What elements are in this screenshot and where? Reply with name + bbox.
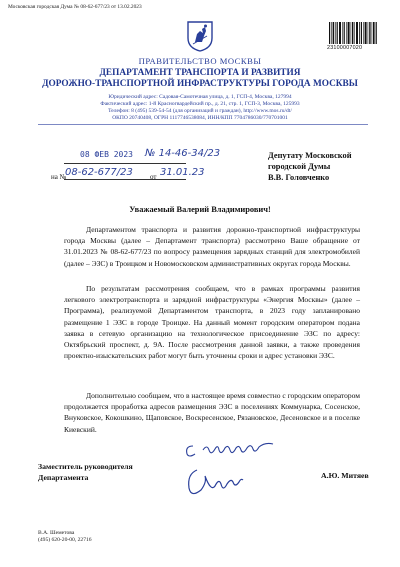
addressee-line2: городской Думы (268, 162, 331, 172)
legal-address: Юридический адрес: Садовая-Самотечная улица, д. 1, ГСП-4, Москва, 127994 (108, 94, 292, 100)
department-name-line2: ДОРОЖНО-ТРАНСПОРТНОЙ ИНФРАСТРУКТУРЫ ГОРОДА МОСКВЫ (42, 79, 358, 89)
government-name: ПРАВИТЕЛЬСТВО МОСКВЫ (138, 56, 262, 66)
barcode-number: 23100007020 (327, 45, 363, 51)
signer-title-line1: Заместитель руководителя (38, 462, 133, 471)
signer-title-line2: Департамента (38, 473, 89, 483)
barcode-icon (329, 22, 377, 44)
addressee-line1: Депутату Московской (268, 151, 352, 160)
body-paragraph-1: Департаментом транспорта и развития дорожно-транспортной инфраструктуры города Москвы (далее – Департамент транспорта) рассмотрено Ваше обращение от 31.01.2023 № 08-62-677/23 по вопросу размещения зарядных станций для электромобилей (далее – ЭЗС) в Троицком и Новомосковском административных округах города Москвы. (64, 225, 360, 268)
executor-phone: (495) 620-20-00, 22716 (38, 537, 92, 544)
outgoing-number: № 14-46-34/23 (145, 148, 221, 159)
letterhead-divider (38, 124, 368, 125)
greeting: Уважаемый Валерий Владимирович! (129, 205, 271, 214)
incoming-date: 31.01.23 (160, 167, 205, 178)
executor-block (38, 530, 92, 545)
date-stamp: 08 ФЕВ 2023 (80, 150, 133, 159)
department-name-line1: ДЕПАРТАМЕНТ ТРАНСПОРТА И РАЗВИТИЯ (99, 68, 301, 78)
actual-address: Фактический адрес: 1-й Красногвардейский пр., д. 21, стр. 1, ГСП-3, Москва, 125993 (100, 101, 300, 107)
handwritten-signature (175, 440, 280, 506)
incoming-number-line (64, 179, 186, 180)
signer-title (38, 461, 133, 483)
body-paragraph-2: По результатам рассмотрения сообщаем, что в рамках программы развития легкового электротранспорта и зарядной инфраструктуры «Энергия Москвы» (далее – Программа), реализуемой Департаментом транспорта, в 2023 году запланировано размещение 1 ЭЗС в городе Троицке. На данный момент городским оператором подана заявка в сетевую организацию на технологическое присоединение ЭЗС по адресу: Октябрьский проспект, д. 9А. После рассмотрения данной заявки, а также проведения проектно-изыскательских работ могут быть уточнены сроки и адрес установки ЭЗС. (64, 284, 360, 361)
body-paragraph-3: Дополнительно сообщаем, что в настоящее время совместно с городским оператором продолжается проработка адресов размещения ЭЗС в поселениях Коммунарка, Сосенское, Внуковское, Кокошкино, Щаповское, Воскресенское, Рязановское, Десеновское и в поселке Киевский. (64, 391, 360, 434)
addressee-block (268, 150, 352, 184)
incoming-number: 08-62-677/23 (65, 167, 133, 178)
outgoing-number-line (64, 163, 186, 164)
on-number-label: на № (51, 173, 67, 181)
header-note: Московская городская Дума № 08-62-677/23 от 13.02.2023 (8, 4, 142, 10)
contacts: Телефон: 8 (495) 539-54-54 (для организаций и граждан), http://www.mos.ru/dt/ (108, 108, 292, 114)
addressee-line3: В.В. Головченко (268, 173, 330, 183)
executor-name: В.А. Шеметова (38, 530, 75, 536)
from-date-label: от (150, 173, 157, 181)
signer-name: А.Ю. Митяев (321, 471, 369, 480)
registry-codes: ОКПО 20740408, ОГРН 1117746538084, ИНН/КПП 7704786030/770701001 (112, 115, 288, 121)
moscow-coat-of-arms-icon (186, 20, 214, 52)
